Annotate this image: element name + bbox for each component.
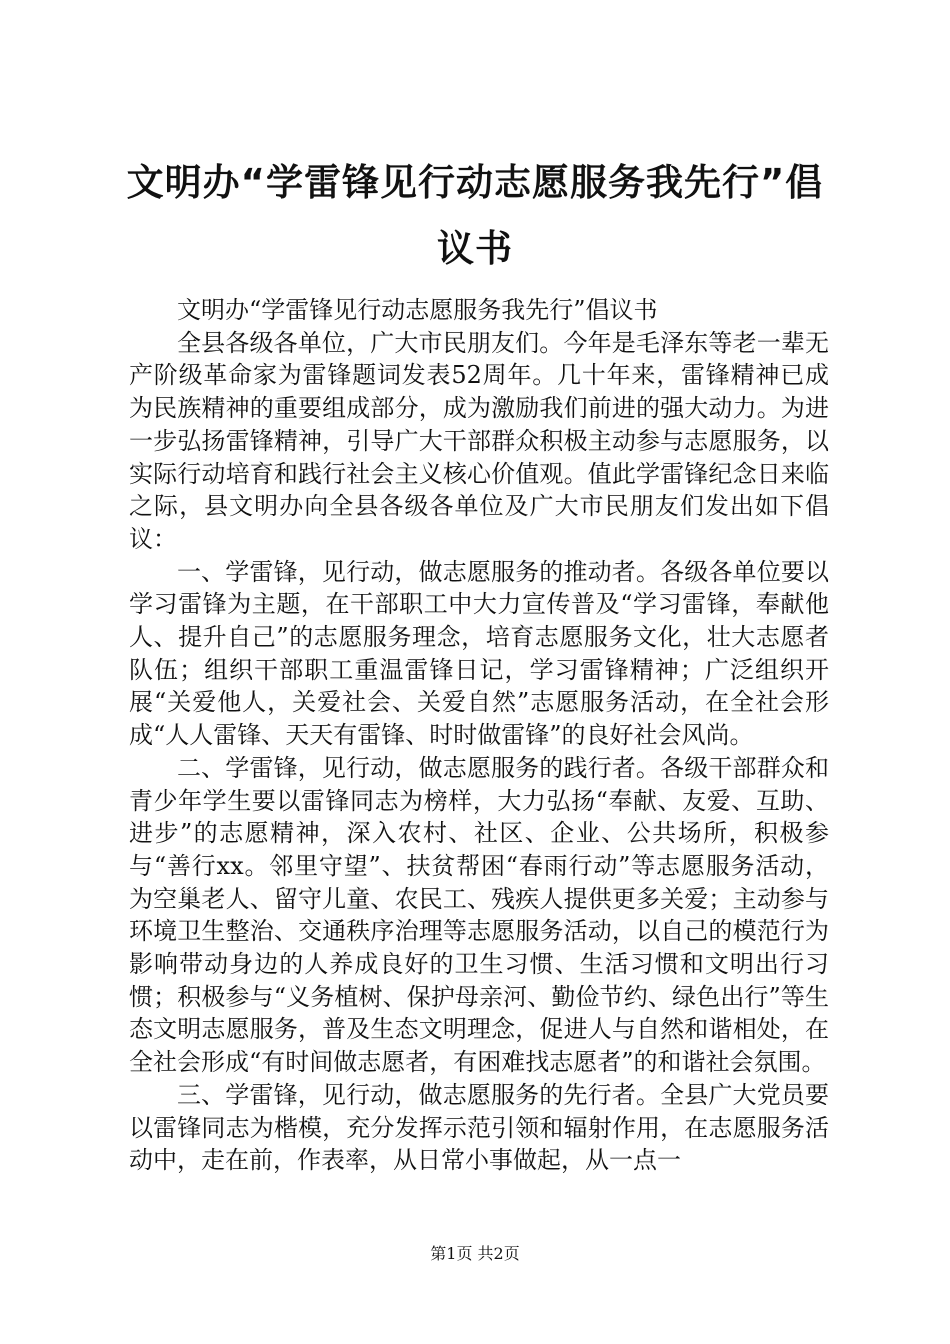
paragraph-heading-repeat: 文明办“学雷锋见行动志愿服务我先行”倡议书 bbox=[177, 296, 658, 324]
document-body bbox=[129, 294, 829, 1177]
paragraph-point-one: 一、学雷锋，见行动，做志愿服务的推动者。各级各单位要以学习雷锋为主题，在干部职工中大力宣传普及“学习雷锋，奉献他人、提升自己”的志愿服务理念，培育志愿服务文化，壮大志愿者队伍；组织干部职工重温雷锋日记，学习雷锋精神；广泛组织开展“关爱他人，关爱社会、关爱自然”志愿服务活动，在全社会形成“人人雷锋、天天有雷锋、时时做雷锋”的良好社会风尚。 bbox=[129, 557, 829, 750]
paragraph-point-two: 二、学雷锋，见行动，做志愿服务的践行者。各级干部群众和青少年学生要以雷锋同志为榜样，大力弘扬“奉献、友爱、互助、进步”的志愿精神，深入农村、社区、企业、公共场所，积极参与“善行xx。邻里守望”、扶贫帮困“春雨行动”等志愿服务活动，为空巢老人、留守儿童、农民工、残疾人提供更多关爱；主动参与环境卫生整治、交通秩序治理等志愿服务活动，以自己的模范行为影响带动身边的人养成良好的卫生习惯、生活习惯和文明出行习惯；积极参与“义务植树、保护母亲河、勤俭节约、绿色出行”等生态文明志愿服务，普及生态文明理念，促进人与自然和谐相处，在全社会形成“有时间做志愿者，有困难找志愿者”的和谐社会氛围。 bbox=[129, 753, 829, 1077]
page-footer: 第1页 共2页 bbox=[430, 1244, 520, 1263]
document-title: 文明办“学雷锋见行动志愿服务我先行”倡议书 bbox=[126, 161, 824, 270]
paragraph-point-three: 三、学雷锋，见行动，做志愿服务的先行者。全县广大党员要以雷锋同志为楷模，充分发挥示范引领和辐射作用，在志愿服务活动中，走在前，作表率，从日常小事做起，从一点一 bbox=[129, 1080, 829, 1175]
paragraph-intro: 全县各级各单位，广大市民朋友们。今年是毛泽东等老一辈无产阶级革命家为雷锋题词发表52周年。几十年来，雷锋精神已成为民族精神的重要组成部分，成为激励我们前进的强大动力。为进一步弘扬雷锋精神，引导广大干部群众积极主动参与志愿服务，以实际行动培育和践行社会主义核心价值观。值此学雷锋纪念日来临之际，县文明办向全县各级各单位及广大市民朋友们发出如下倡议： bbox=[129, 328, 829, 553]
